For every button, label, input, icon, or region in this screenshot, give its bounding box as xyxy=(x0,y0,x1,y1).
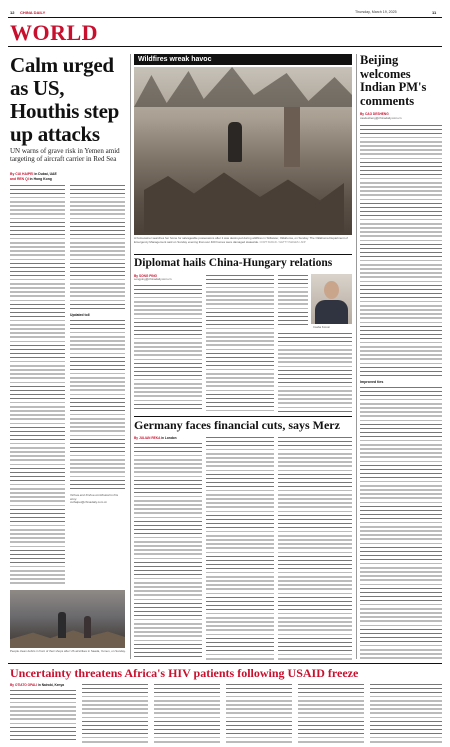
usaid-body-col-6 xyxy=(370,683,442,743)
wildfires-banner-label: Wildfires wreak havoc xyxy=(138,55,212,63)
beijing-body-2 xyxy=(360,386,442,660)
rubble-shape xyxy=(10,626,125,648)
usaid-body-col-5 xyxy=(298,683,364,743)
germany-body-col-1 xyxy=(134,442,202,660)
byline-name: By CUI HAIPEI xyxy=(10,172,34,176)
byline-name: By CAO DESHENG xyxy=(360,112,389,116)
yemen-byline-2 xyxy=(10,177,52,181)
sidebar-note xyxy=(70,494,125,505)
byline-name: and REN QI xyxy=(10,177,29,181)
byline-location: in London xyxy=(161,436,177,440)
germany-headline: Germany faces financial cuts, says Merz xyxy=(134,418,340,432)
byline-location: in Nairobi, Kenya xyxy=(37,683,65,687)
byline-name: By OTIATO OPALI xyxy=(10,683,38,687)
beijing-subhead: Improved ties xyxy=(360,380,384,384)
page-number-left: 12 xyxy=(10,10,15,15)
germany-byline xyxy=(134,436,177,440)
sidebar-note-email: cuihaipei@chinadaily.com.cn xyxy=(70,500,108,505)
diplomat-body-col-2 xyxy=(206,274,274,412)
byline-name: By SONG PING xyxy=(134,274,158,278)
section-rule xyxy=(8,663,442,664)
usaid-headline: Uncertainty threatens Africa's HIV patients following USAID freeze xyxy=(10,666,359,680)
wildfire-photo-caption xyxy=(134,237,352,244)
germany-body-col-2 xyxy=(206,436,274,660)
person-silhouette xyxy=(84,616,91,638)
section-rule xyxy=(134,254,352,255)
beijing-headline: Beijing welcomes Indian PM's comments xyxy=(360,53,427,108)
yemen-photo xyxy=(10,590,125,648)
beijing-body-1 xyxy=(360,124,442,377)
section-rule xyxy=(134,416,352,417)
usaid-body-col-4 xyxy=(226,683,292,743)
person-silhouette xyxy=(228,122,242,162)
germany-body-col-3 xyxy=(278,436,352,660)
usaid-body-col-2 xyxy=(82,683,148,743)
diplomat-byline-email: songping@chinadaily.com.cn xyxy=(134,277,172,281)
portrait-head xyxy=(324,281,339,299)
wildfire-photo xyxy=(134,67,352,235)
inline-subhead: Updated toll xyxy=(70,313,90,317)
yemen-body-col-1 xyxy=(10,184,65,586)
paper-name: CHINA DAILY xyxy=(20,10,46,15)
yemen-headline: Calm urged as US, Houthis step up attacks xyxy=(10,53,120,146)
byline-name: By JULIAN REKA xyxy=(134,436,161,440)
byline-location: in Dubai, UAE xyxy=(34,172,57,176)
diplomat-body-col-3a xyxy=(278,274,308,328)
section-rule xyxy=(8,46,442,47)
portrait-suit xyxy=(315,300,348,324)
issue-date: Thursday, March 19, 2025 xyxy=(355,10,397,14)
diplomat-headline: Diplomat hails China-Hungary relations xyxy=(134,257,333,269)
yemen-body-col-2 xyxy=(70,184,125,311)
yemen-subheadline: UN warns of grave risk in Yemen amid targeting of aircraft carrier in Red Sea xyxy=(10,147,120,164)
byline-location: in Hong Kong xyxy=(29,177,52,181)
portrait-photo xyxy=(311,274,352,324)
photo-credit: CORT SUDLIK / GETTY IMAGES / AFP xyxy=(259,240,306,244)
burned-debris xyxy=(144,162,344,232)
usaid-body-col-1 xyxy=(10,689,76,743)
usaid-body-col-3 xyxy=(154,683,220,743)
sidebar-note-text: Xinhua and Xinhua contributed to this story. xyxy=(70,493,119,501)
chimney-shape xyxy=(284,107,300,167)
diplomat-body-col-3b xyxy=(278,332,352,412)
masthead-rule xyxy=(8,17,442,18)
yemen-photo-caption: People clean debris in front of their shops after US airstrikes in Saada, Yemen, on Sunday. xyxy=(10,649,126,653)
person-silhouette xyxy=(58,612,66,638)
usaid-byline xyxy=(10,683,64,687)
diplomat-body-col-1 xyxy=(134,284,202,412)
portrait-caption: Csaba Korosi xyxy=(313,325,330,329)
page-number-right: 11 xyxy=(432,10,437,15)
yemen-body-col-2b xyxy=(70,319,125,491)
caption-text: A homeowner searches her home for salvageable possessions after it was destroyed during wildfires in Stillwater, Oklahoma, on Sunday. The Oklahoma Department of Emergency Management said on Sunday evening that over 400 homes were damaged statewide. xyxy=(134,236,348,244)
section-title: WORLD xyxy=(10,20,99,45)
yemen-byline-1 xyxy=(10,172,57,176)
trees-shape xyxy=(134,67,352,107)
wildfires-banner xyxy=(134,54,352,65)
beijing-byline-email: caodesheng@chinadaily.com.cn xyxy=(360,116,402,120)
